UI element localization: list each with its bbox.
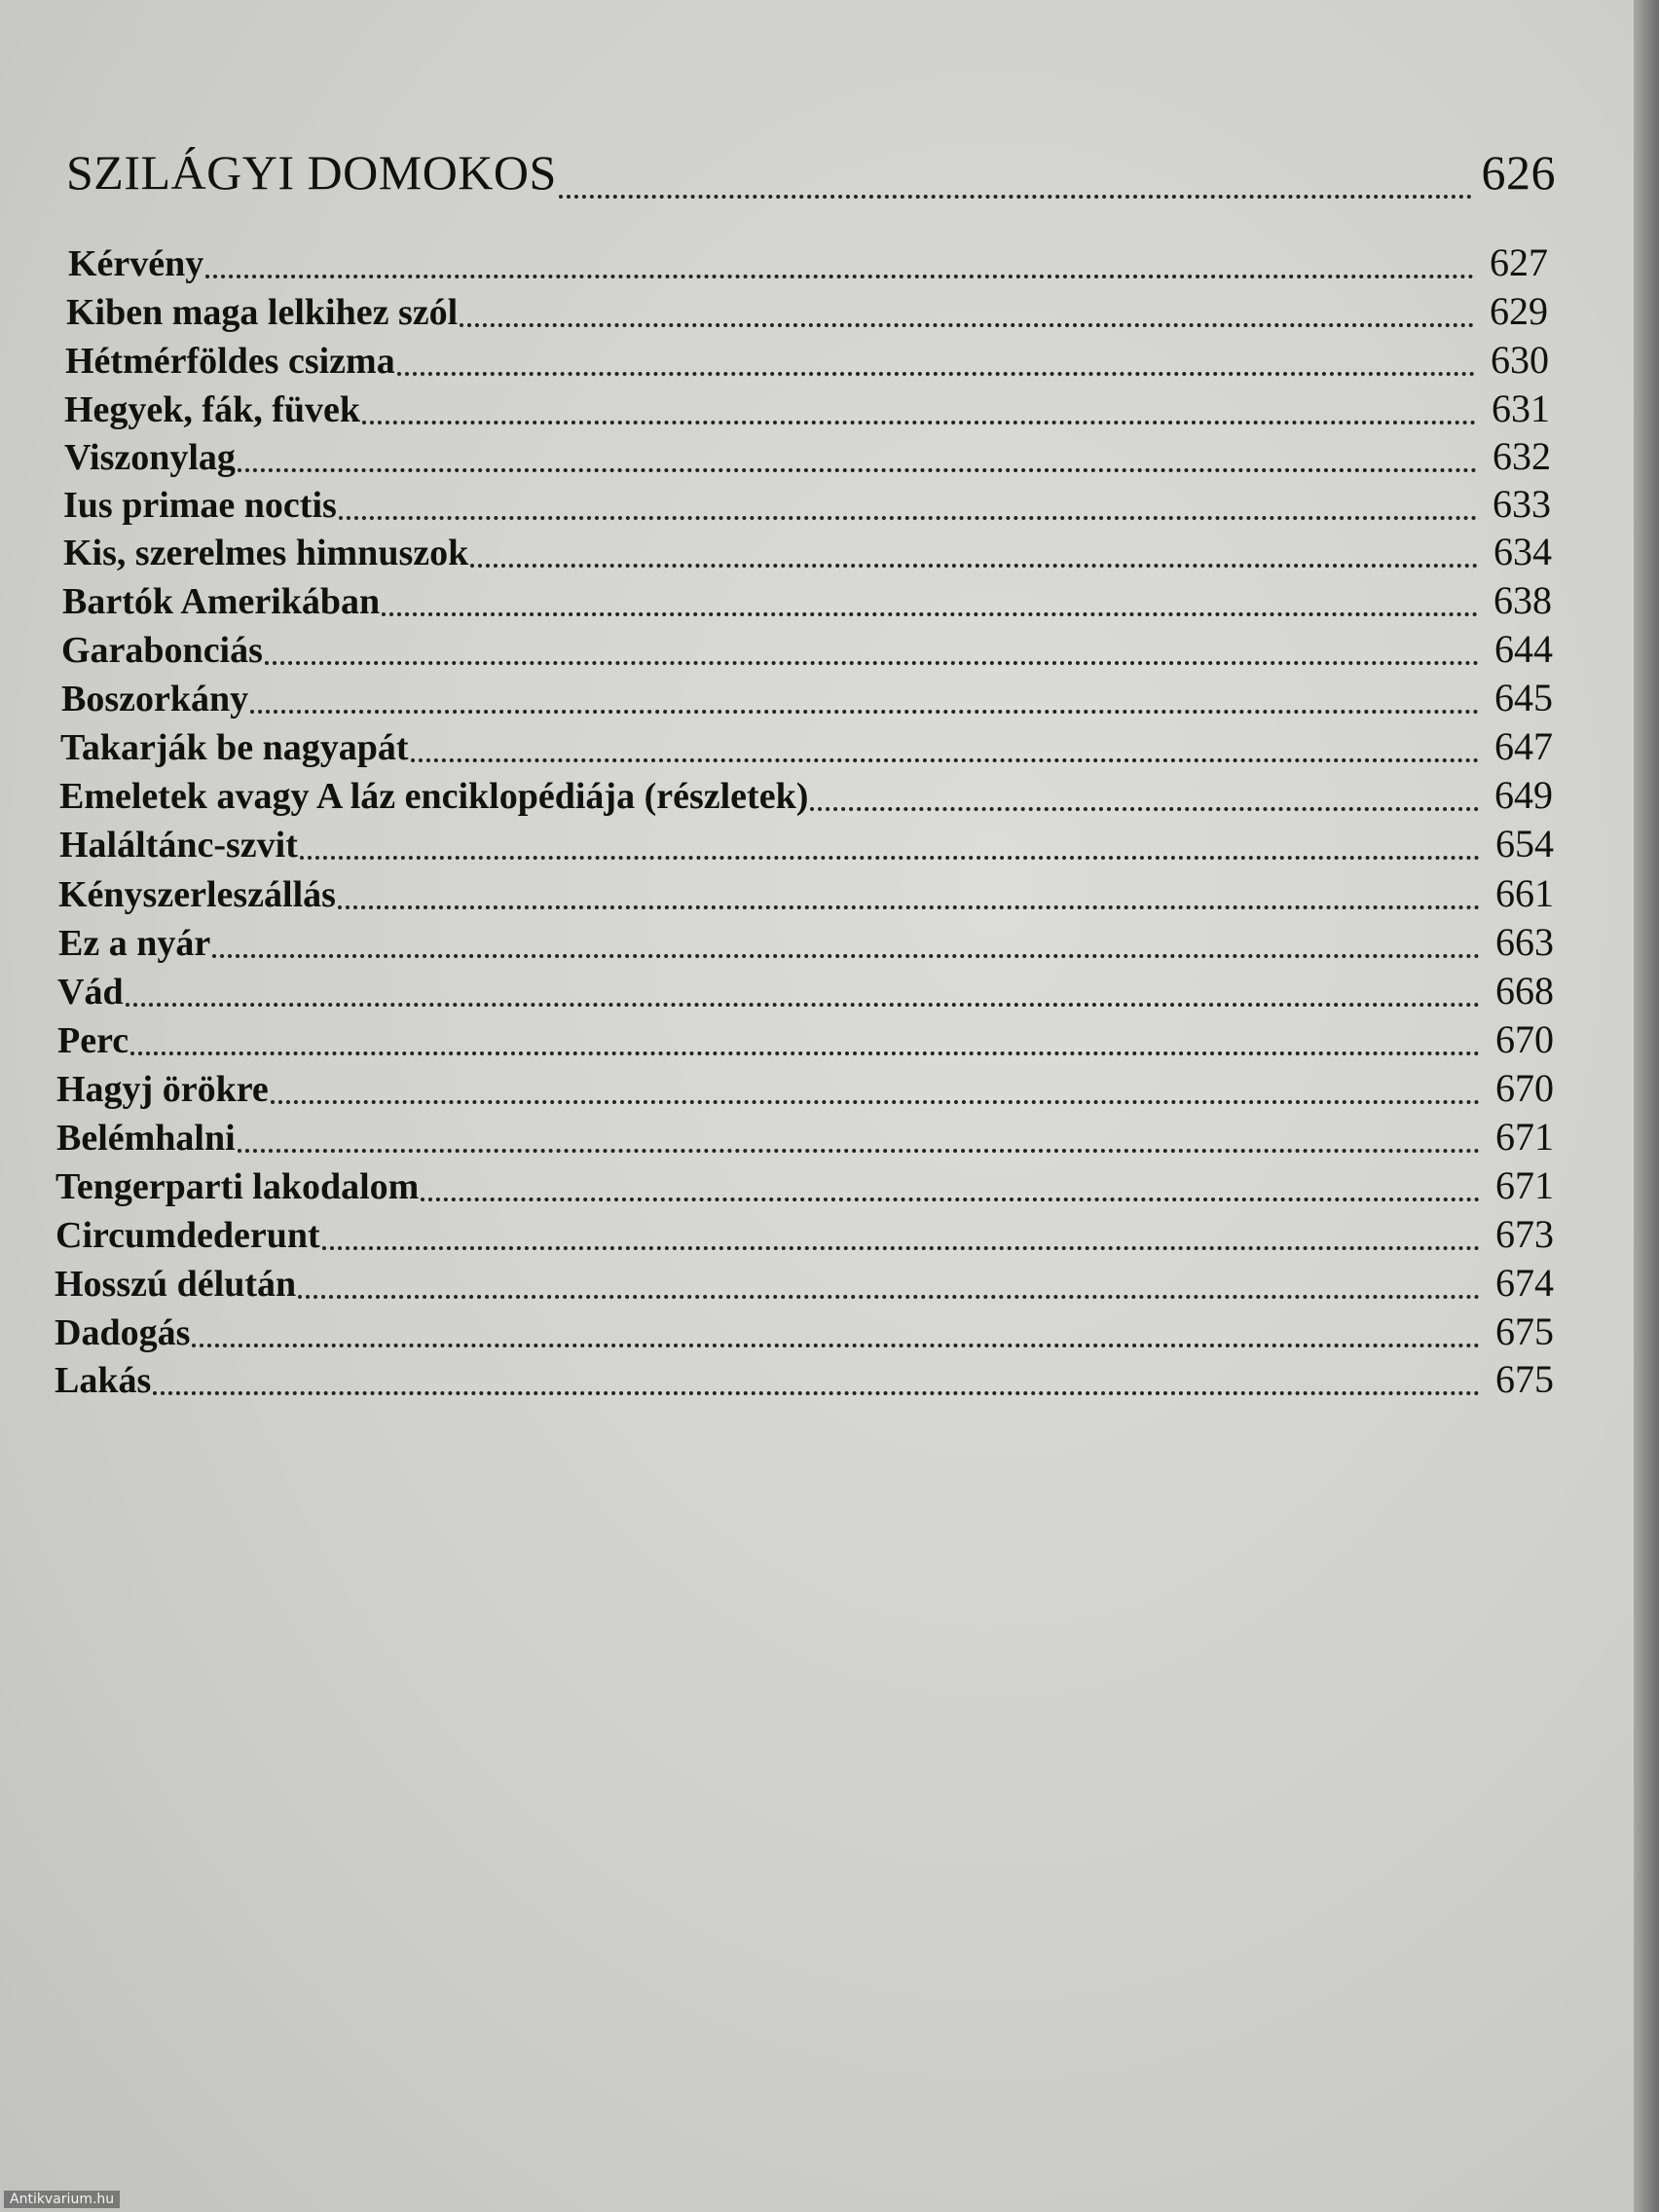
dot-leader <box>298 1294 1480 1299</box>
dot-leader <box>411 757 1479 762</box>
toc-entry <box>55 1356 1554 1405</box>
entry-page-number: 675 <box>1495 1357 1554 1401</box>
entry-page-number: 674 <box>1495 1261 1554 1305</box>
toc-entry <box>64 433 1551 482</box>
toc-entry <box>62 577 1552 626</box>
entry-title: Dadogás <box>55 1312 191 1353</box>
dot-leader <box>271 1099 1480 1104</box>
dot-leader <box>250 709 1479 714</box>
entry-title: Ius primae noctis <box>63 485 337 526</box>
dot-leader <box>130 1051 1480 1055</box>
entry-page-number: 634 <box>1493 530 1552 573</box>
entry-page-number: 670 <box>1495 1066 1554 1110</box>
entry-title: Bartók Amerikában <box>62 581 381 622</box>
toc-entry <box>55 1260 1554 1309</box>
entry-title: Perc <box>57 1020 129 1061</box>
toc-entry <box>61 675 1553 723</box>
toc-entry <box>68 240 1548 288</box>
dot-leader <box>192 1343 1480 1347</box>
entry-title: Tengerparti lakodalom <box>55 1166 420 1207</box>
entry-title: Garabonciás <box>61 630 263 671</box>
entry-title: Kiben maga lelkihez szól <box>66 292 459 333</box>
watermark: Antikvarium.hu <box>4 2191 120 2208</box>
entry-page-number: 644 <box>1494 627 1553 671</box>
dot-leader <box>339 515 1477 520</box>
toc-entry <box>64 386 1550 434</box>
entry-title: Belémhalni <box>56 1118 236 1159</box>
dot-leader <box>265 660 1479 665</box>
dot-leader <box>559 194 1472 199</box>
section-page-number: 626 <box>1481 145 1556 200</box>
entry-page-number: 629 <box>1490 289 1548 333</box>
entry-page-number: 647 <box>1494 724 1553 768</box>
entry-title: Takarják be nagyapát <box>60 727 409 768</box>
toc-entry <box>55 1309 1554 1357</box>
dot-leader <box>238 467 1477 472</box>
entry-title: Vád <box>57 972 124 1013</box>
entry-page-number: 645 <box>1494 676 1553 719</box>
entry-page-number: 673 <box>1495 1212 1554 1256</box>
toc-entry <box>56 1114 1554 1162</box>
entry-page-number: 671 <box>1495 1163 1554 1207</box>
entry-title: Haláltánc-szvit <box>59 825 298 866</box>
toc-entry <box>55 1162 1554 1211</box>
dot-leader <box>322 1245 1480 1250</box>
entry-page-number: 649 <box>1494 773 1553 817</box>
entry-page-number: 661 <box>1495 871 1554 915</box>
toc-entry <box>63 481 1551 530</box>
entry-title: Viszonylag <box>64 437 236 478</box>
toc-entry <box>66 288 1548 337</box>
toc-entry <box>57 1016 1554 1065</box>
entry-title: Hagyj örökre <box>56 1069 269 1110</box>
dot-leader <box>153 1390 1480 1395</box>
entry-page-number: 668 <box>1495 969 1554 1013</box>
toc-entry <box>57 968 1554 1016</box>
entry-page-number: 630 <box>1491 338 1549 382</box>
toc-entry <box>58 870 1554 919</box>
entry-title: Kényszerleszállás <box>58 874 336 915</box>
entry-page-number: 632 <box>1493 434 1551 478</box>
toc-entry <box>55 1211 1554 1260</box>
dot-leader <box>338 904 1480 909</box>
dot-leader <box>382 611 1478 616</box>
dot-leader <box>300 855 1480 860</box>
entry-page-number: 631 <box>1492 387 1550 430</box>
entry-title: Emeletek avagy A láz enciklopédiája (részletek) <box>59 776 809 817</box>
entry-page-number: 663 <box>1495 920 1554 964</box>
dot-leader <box>205 274 1474 278</box>
entry-page-number: 638 <box>1493 578 1552 622</box>
entry-title: Circumdederunt <box>55 1215 320 1256</box>
entry-title: Kérvény <box>68 243 204 284</box>
toc-entry <box>65 337 1549 386</box>
entry-title: Hegyek, fák, füvek <box>64 389 360 430</box>
dot-leader <box>810 806 1479 811</box>
dot-leader <box>470 563 1478 568</box>
entry-page-number: 671 <box>1495 1115 1554 1159</box>
toc-entry <box>59 772 1553 821</box>
dot-leader <box>460 322 1474 327</box>
dot-leader <box>212 953 1480 958</box>
toc-section-header <box>66 144 1556 208</box>
toc-entry <box>59 821 1554 869</box>
entry-title: Lakás <box>55 1360 152 1401</box>
toc-entry <box>61 626 1553 675</box>
dot-leader <box>421 1197 1480 1201</box>
entry-title: Boszorkány <box>61 679 249 719</box>
entry-title: Hosszú délután <box>55 1264 297 1305</box>
dot-leader <box>397 371 1475 376</box>
entry-title: Kis, szerelmes himnuszok <box>63 533 469 573</box>
dot-leader <box>126 1002 1480 1007</box>
entry-page-number: 627 <box>1490 240 1548 284</box>
entry-page-number: 654 <box>1495 822 1554 866</box>
dot-leader <box>238 1148 1480 1153</box>
toc-entry <box>60 723 1553 772</box>
section-title: SZILÁGYI DOMOKOS <box>66 145 557 200</box>
entry-title: Ez a nyár <box>58 923 211 964</box>
toc-entry <box>63 529 1552 577</box>
toc-entry <box>56 1065 1554 1114</box>
entry-title: Hétmérföldes csizma <box>65 341 395 382</box>
entry-page-number: 675 <box>1495 1309 1554 1353</box>
toc-entry <box>58 919 1554 968</box>
entry-page-number: 670 <box>1495 1017 1554 1061</box>
entry-page-number: 633 <box>1493 482 1551 526</box>
dot-leader <box>362 420 1476 424</box>
